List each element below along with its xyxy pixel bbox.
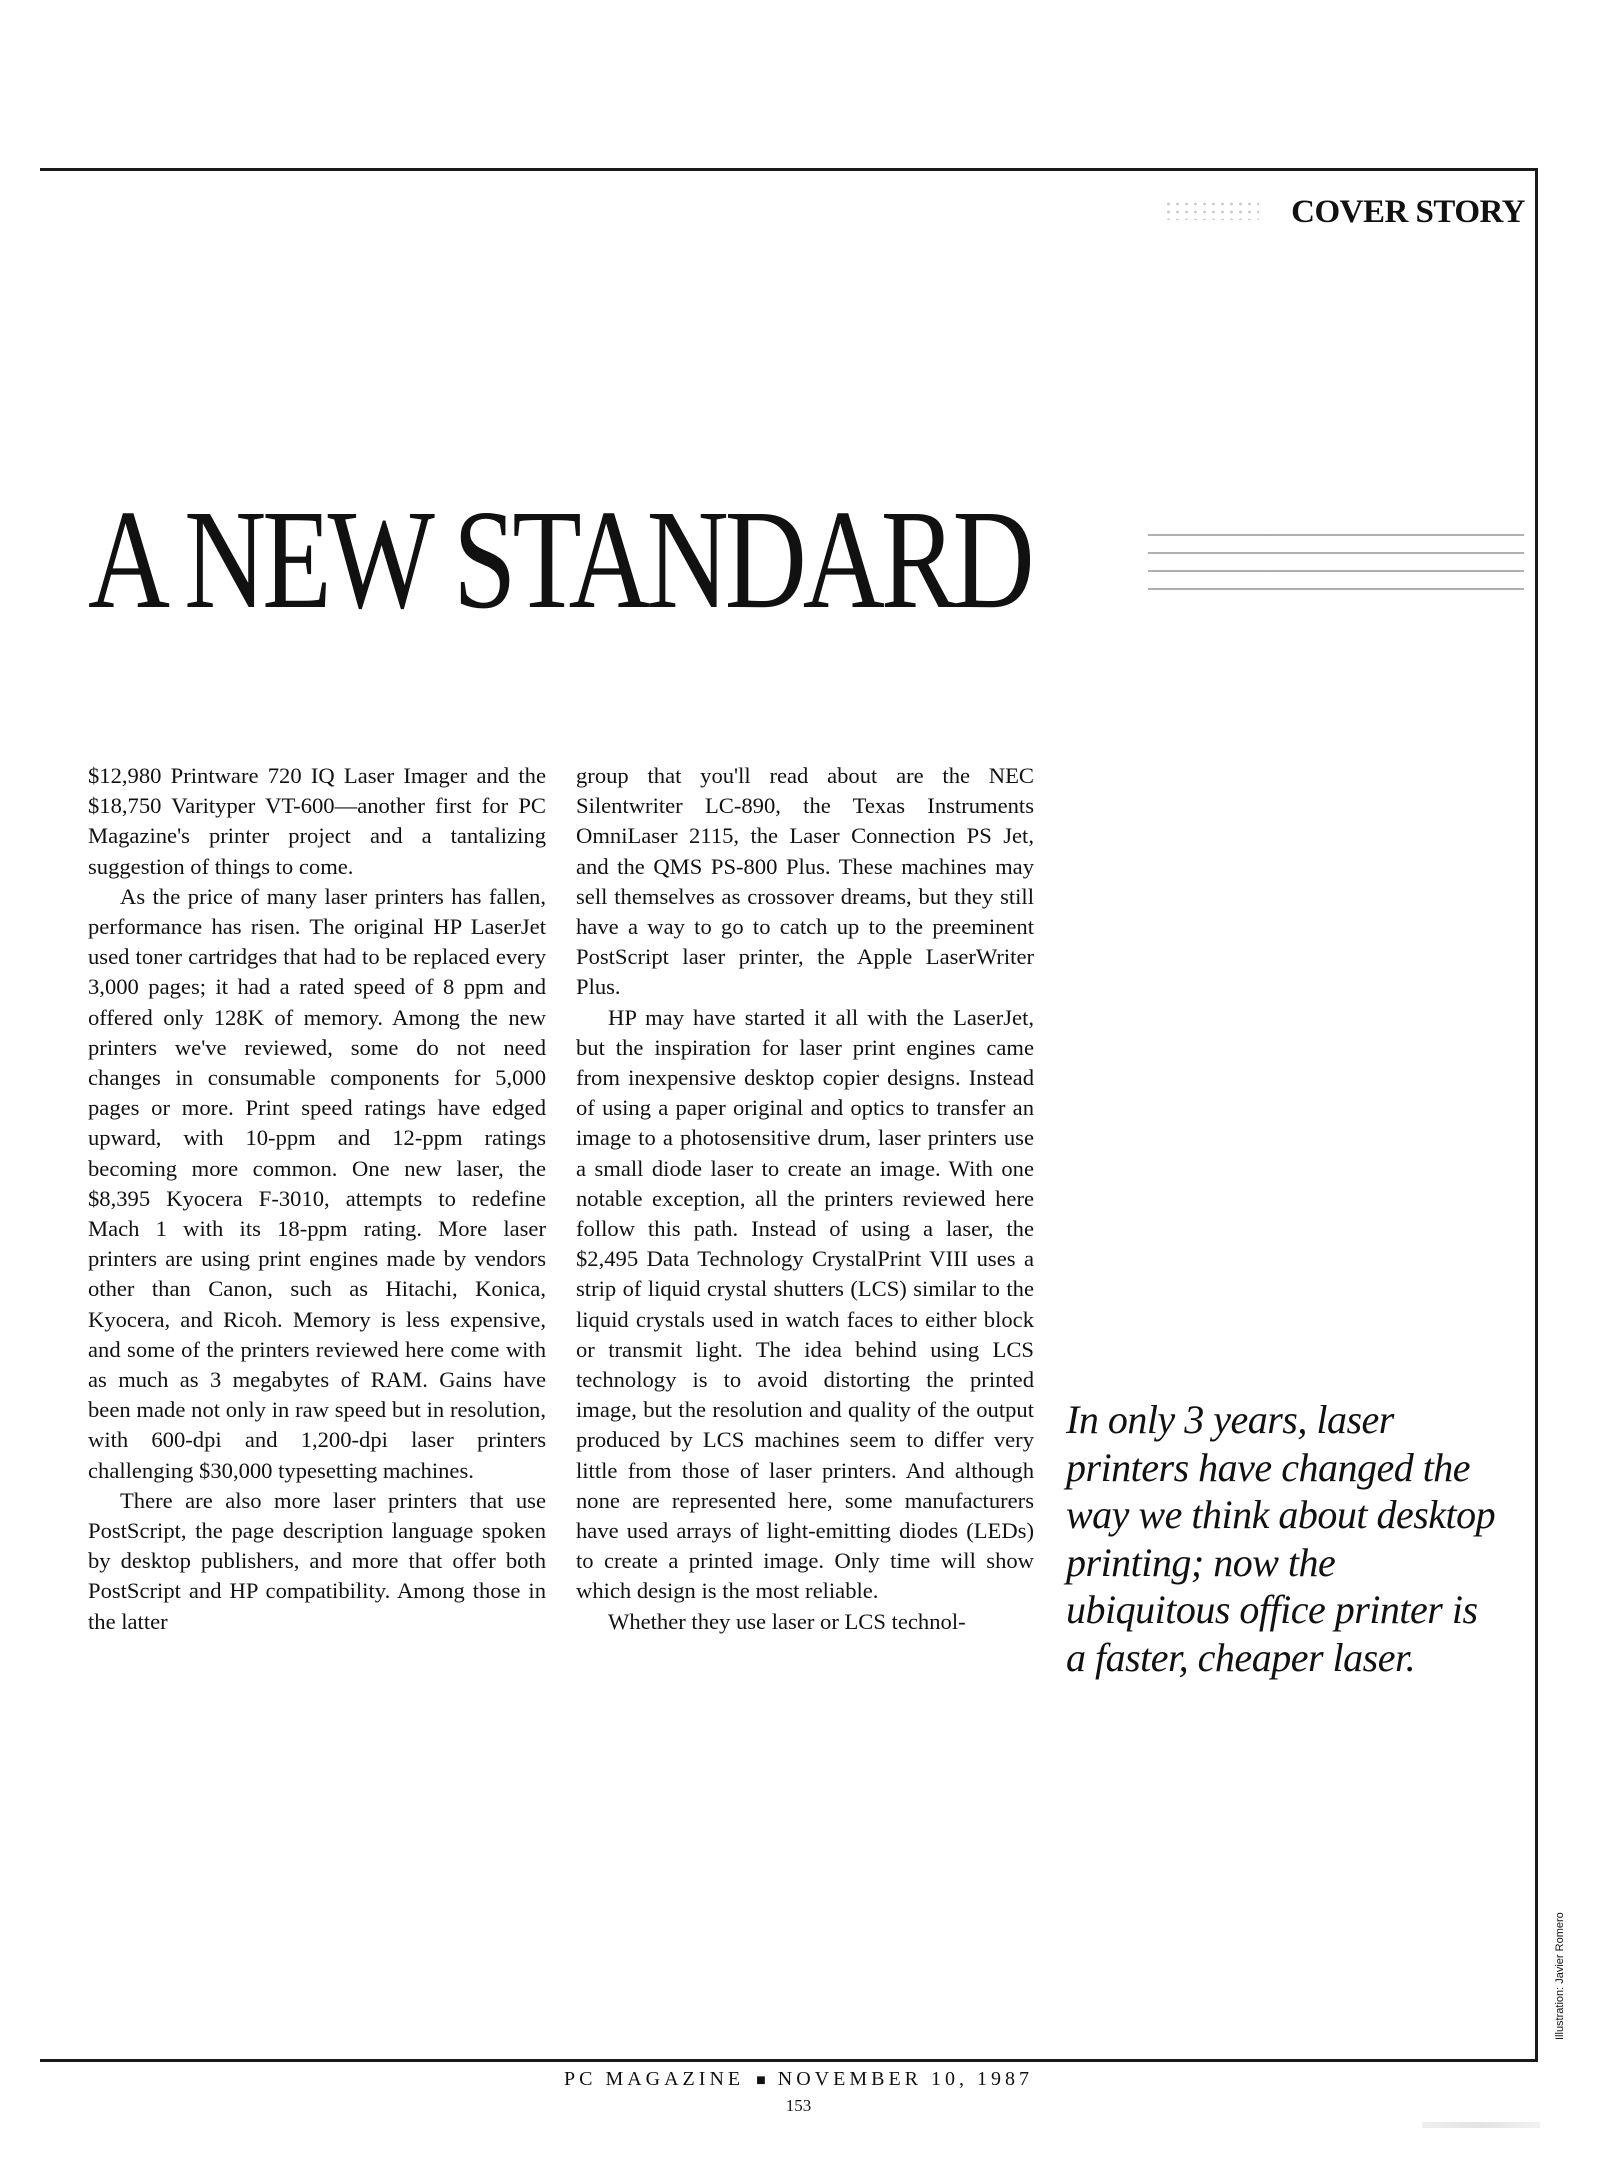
article-column-2 — [576, 761, 1034, 1637]
paragraph: group that you'll read about are the NEC Silentwriter LC-890, the Texas Instruments OmniLaser 2115, the Laser Connection PS Jet, and the QMS PS-800 Plus. These machines may sell themselves as crossover dreams, but they still have a way to go to catch up to the preeminent PostScript laser printer, the Apple LaserWriter Plus. — [576, 763, 1034, 1000]
paragraph: There are also more laser printers that use PostScript, the page description language spoken by desktop publishers, and more that offer both PostScript and HP compatibility. Among those in the latter — [88, 1487, 546, 1634]
footer-separator: ■ — [756, 2072, 766, 2089]
headline-decorative-texture — [1148, 528, 1524, 604]
section-ornament — [1164, 200, 1259, 220]
scan-artifact — [1422, 2122, 1540, 2128]
publication-name: PC MAGAZINE — [563, 2068, 745, 2090]
article-column-1 — [88, 761, 546, 1637]
paragraph: $12,980 Printware 720 IQ Laser Imager and the $18,750 Varityper VT-600—another first for PC Magazine's printer project and a tantalizing suggestion of things to come. — [88, 763, 546, 879]
illustration-credit: Illustration: Javier Romero — [1554, 1912, 1566, 2040]
headline: A NEW STANDARD — [88, 480, 1031, 638]
pull-quote: In only 3 years, laser printers have changed the way we think about desktop printing; now the ubiquitous office printer is a faster, cheaper laser. — [1066, 1397, 1496, 1680]
paragraph: HP may have started it all with the LaserJet, but the inspiration for laser print engines came from inexpensive desktop copier designs. Instead of using a paper original and optics to transfer an image to a photosensitive drum, laser printers use a small diode laser to create an image. With one notable exception, all the printers reviewed here follow this path. Instead of using a laser, the $2,495 Data Technology CrystalPrint VIII uses a strip of liquid crystal shutters (LCS) similar to the liquid crystals used in watch faces to either block or transmit light. The idea behind using LCS technology is to avoid distorting the printed image, but the resolution and quality of the output produced by LCS machines seem to differ very little from those of laser printers. And although none are represented here, some manufacturers have used arrays of light-emitting diodes (LEDs) to create a printed image. Only time will show which design is the most reliable. — [576, 1004, 1034, 1604]
issue-date: NOVEMBER 10, 1987 — [777, 2068, 1034, 2090]
page-number: 153 — [785, 2096, 812, 2115]
page-footer — [0, 2068, 1597, 2091]
section-label: COVER STORY — [1291, 194, 1525, 230]
paragraph: Whether they use laser or LCS technol- — [608, 1608, 966, 1634]
paragraph: As the price of many laser printers has fallen, performance has risen. The original HP LaserJet used toner cartridges that had to be replaced every 3,000 pages; it had a rated speed of 8 ppm and offered only 128K of memory. Among the new printers we've reviewed, some do not need changes in consumable components for 5,000 pages or more. Print speed ratings have edged upward, with 10-ppm and 12-ppm ratings becoming more common. One new laser, the $8,395 Kyocera F-3010, attempts to redefine Mach 1 with its 18-ppm rating. More laser printers are using print engines made by vendors other than Canon, such as Hitachi, Konica, Kyocera, and Ricoh. Memory is less expensive, and some of the printers reviewed here come with as much as 3 megabytes of RAM. Gains have been made not only in raw speed but in resolution, with 600-dpi and 1,200-dpi laser printers challenging $30,000 typesetting machines. — [88, 883, 546, 1483]
